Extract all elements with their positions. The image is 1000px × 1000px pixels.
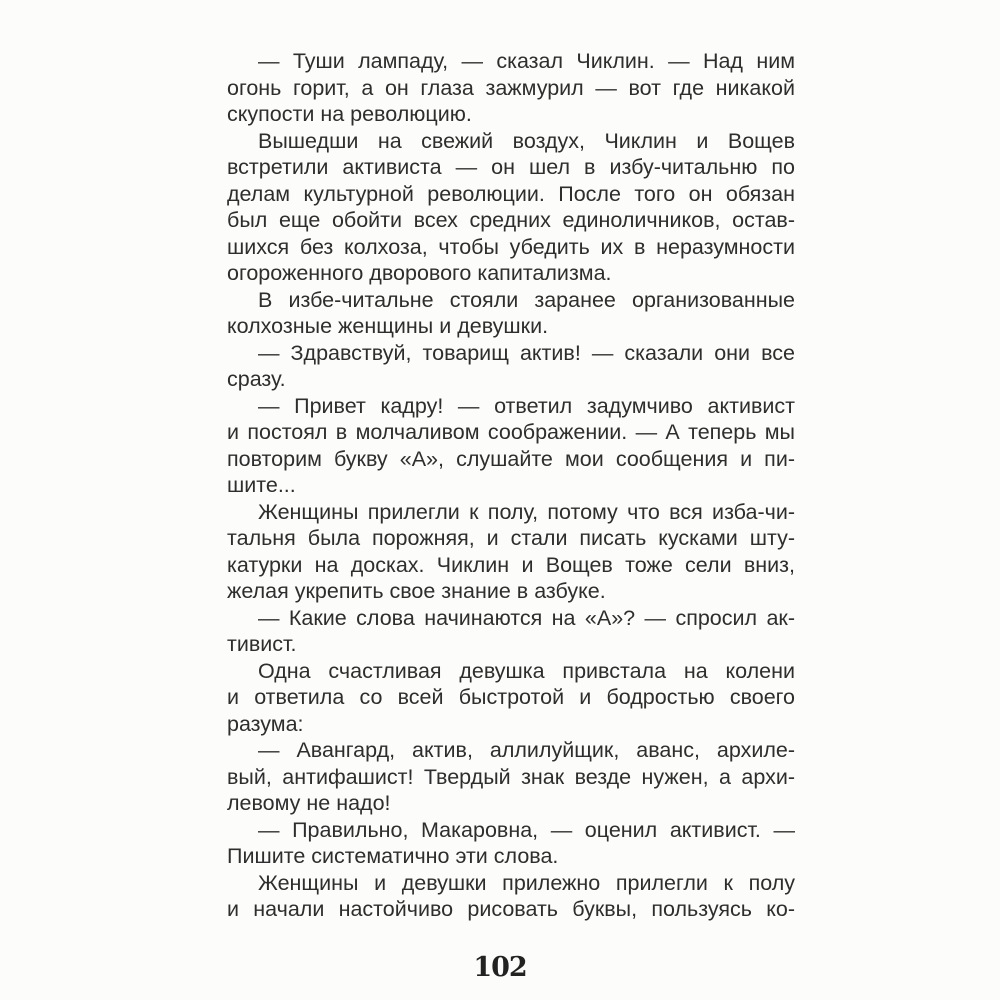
text-line: повторим букву «А», слушайте мои сообщения и пи- [227,446,795,471]
paragraph [227,287,795,340]
text-line: тивист. [227,632,297,656]
text-line: — Здравствуй, товарищ актив! — сказали они все [258,340,795,365]
text-line: шихся без колхоза, чтобы убедить их в неразумности [227,234,795,259]
text-line: желая укрепить свое знание в азбуке. [227,579,606,603]
text-line: Женщины и девушки прилежно прилегли к полу [258,870,795,895]
page-number: 102 [473,952,527,983]
paragraph [227,605,795,658]
text-line: Вышедши на свежий воздух, Чиклин и Вощев [258,128,795,153]
text-line: колхозные женщины и девушки. [227,314,549,338]
text-line: и ответила со всей быстротой и бодростью своего [227,685,795,709]
text-line: катурки на досках. Чиклин и Вощев тоже сели вниз, [227,552,795,577]
text-line: огонь горит, а он глаза зажмурил — вот где никакой [227,75,795,100]
text-line: В избе-читальне стояли заранее организованные [258,287,795,312]
text-line: — Какие слова начинаются на «А»? — спросил ак- [258,605,795,630]
paragraph [227,870,795,923]
paragraph [227,499,795,605]
text-line: вый, антифашист! Твердый знак везде нужен, а архи- [227,764,795,789]
text-line: был еще обойти всех средних единоличников, остав- [227,208,795,232]
text-line: Одна счастливая девушка привстала на колени [258,658,795,683]
paragraph [227,658,795,738]
text-line: сразу. [227,367,286,391]
text-line: — Привет кадру! — ответил задумчиво активист [258,393,795,418]
text-line: делам культурной революции. После того он обязан [227,181,795,206]
text-line: шите... [227,473,296,497]
paragraph [227,340,795,393]
paragraph [227,817,795,870]
page-body-text [227,48,795,923]
text-line: Пишите систематично эти слова. [227,844,559,868]
text-line: огороженного дворового капитализма. [227,261,612,285]
text-line: и постоял в молчаливом соображении. — А теперь мы [227,420,795,444]
text-line: разума: [227,711,304,736]
text-line: и начали настойчиво рисовать буквы, пользуясь ко- [227,897,795,921]
text-line: — Туши лампаду, — сказал Чиклин. — Над ним [258,49,795,73]
text-line: встретили активиста — он шел в избу-читальню по [227,155,795,179]
text-line: скупости на революцию. [227,102,472,126]
text-line: Женщины прилегли к полу, потому что вся изба-чи- [258,499,795,524]
text-line: левому не надо! [227,791,391,815]
text-line: — Авангард, актив, аллилуйщик, аванс, архиле- [258,738,795,762]
text-line: — Правильно, Макаровна, — оценил активист. — [258,817,795,842]
paragraph [227,48,795,128]
paragraph [227,393,795,499]
paragraph [227,737,795,817]
paragraph [227,128,795,287]
text-line: тальня была порожняя, и стали писать кусками шту- [227,526,795,550]
